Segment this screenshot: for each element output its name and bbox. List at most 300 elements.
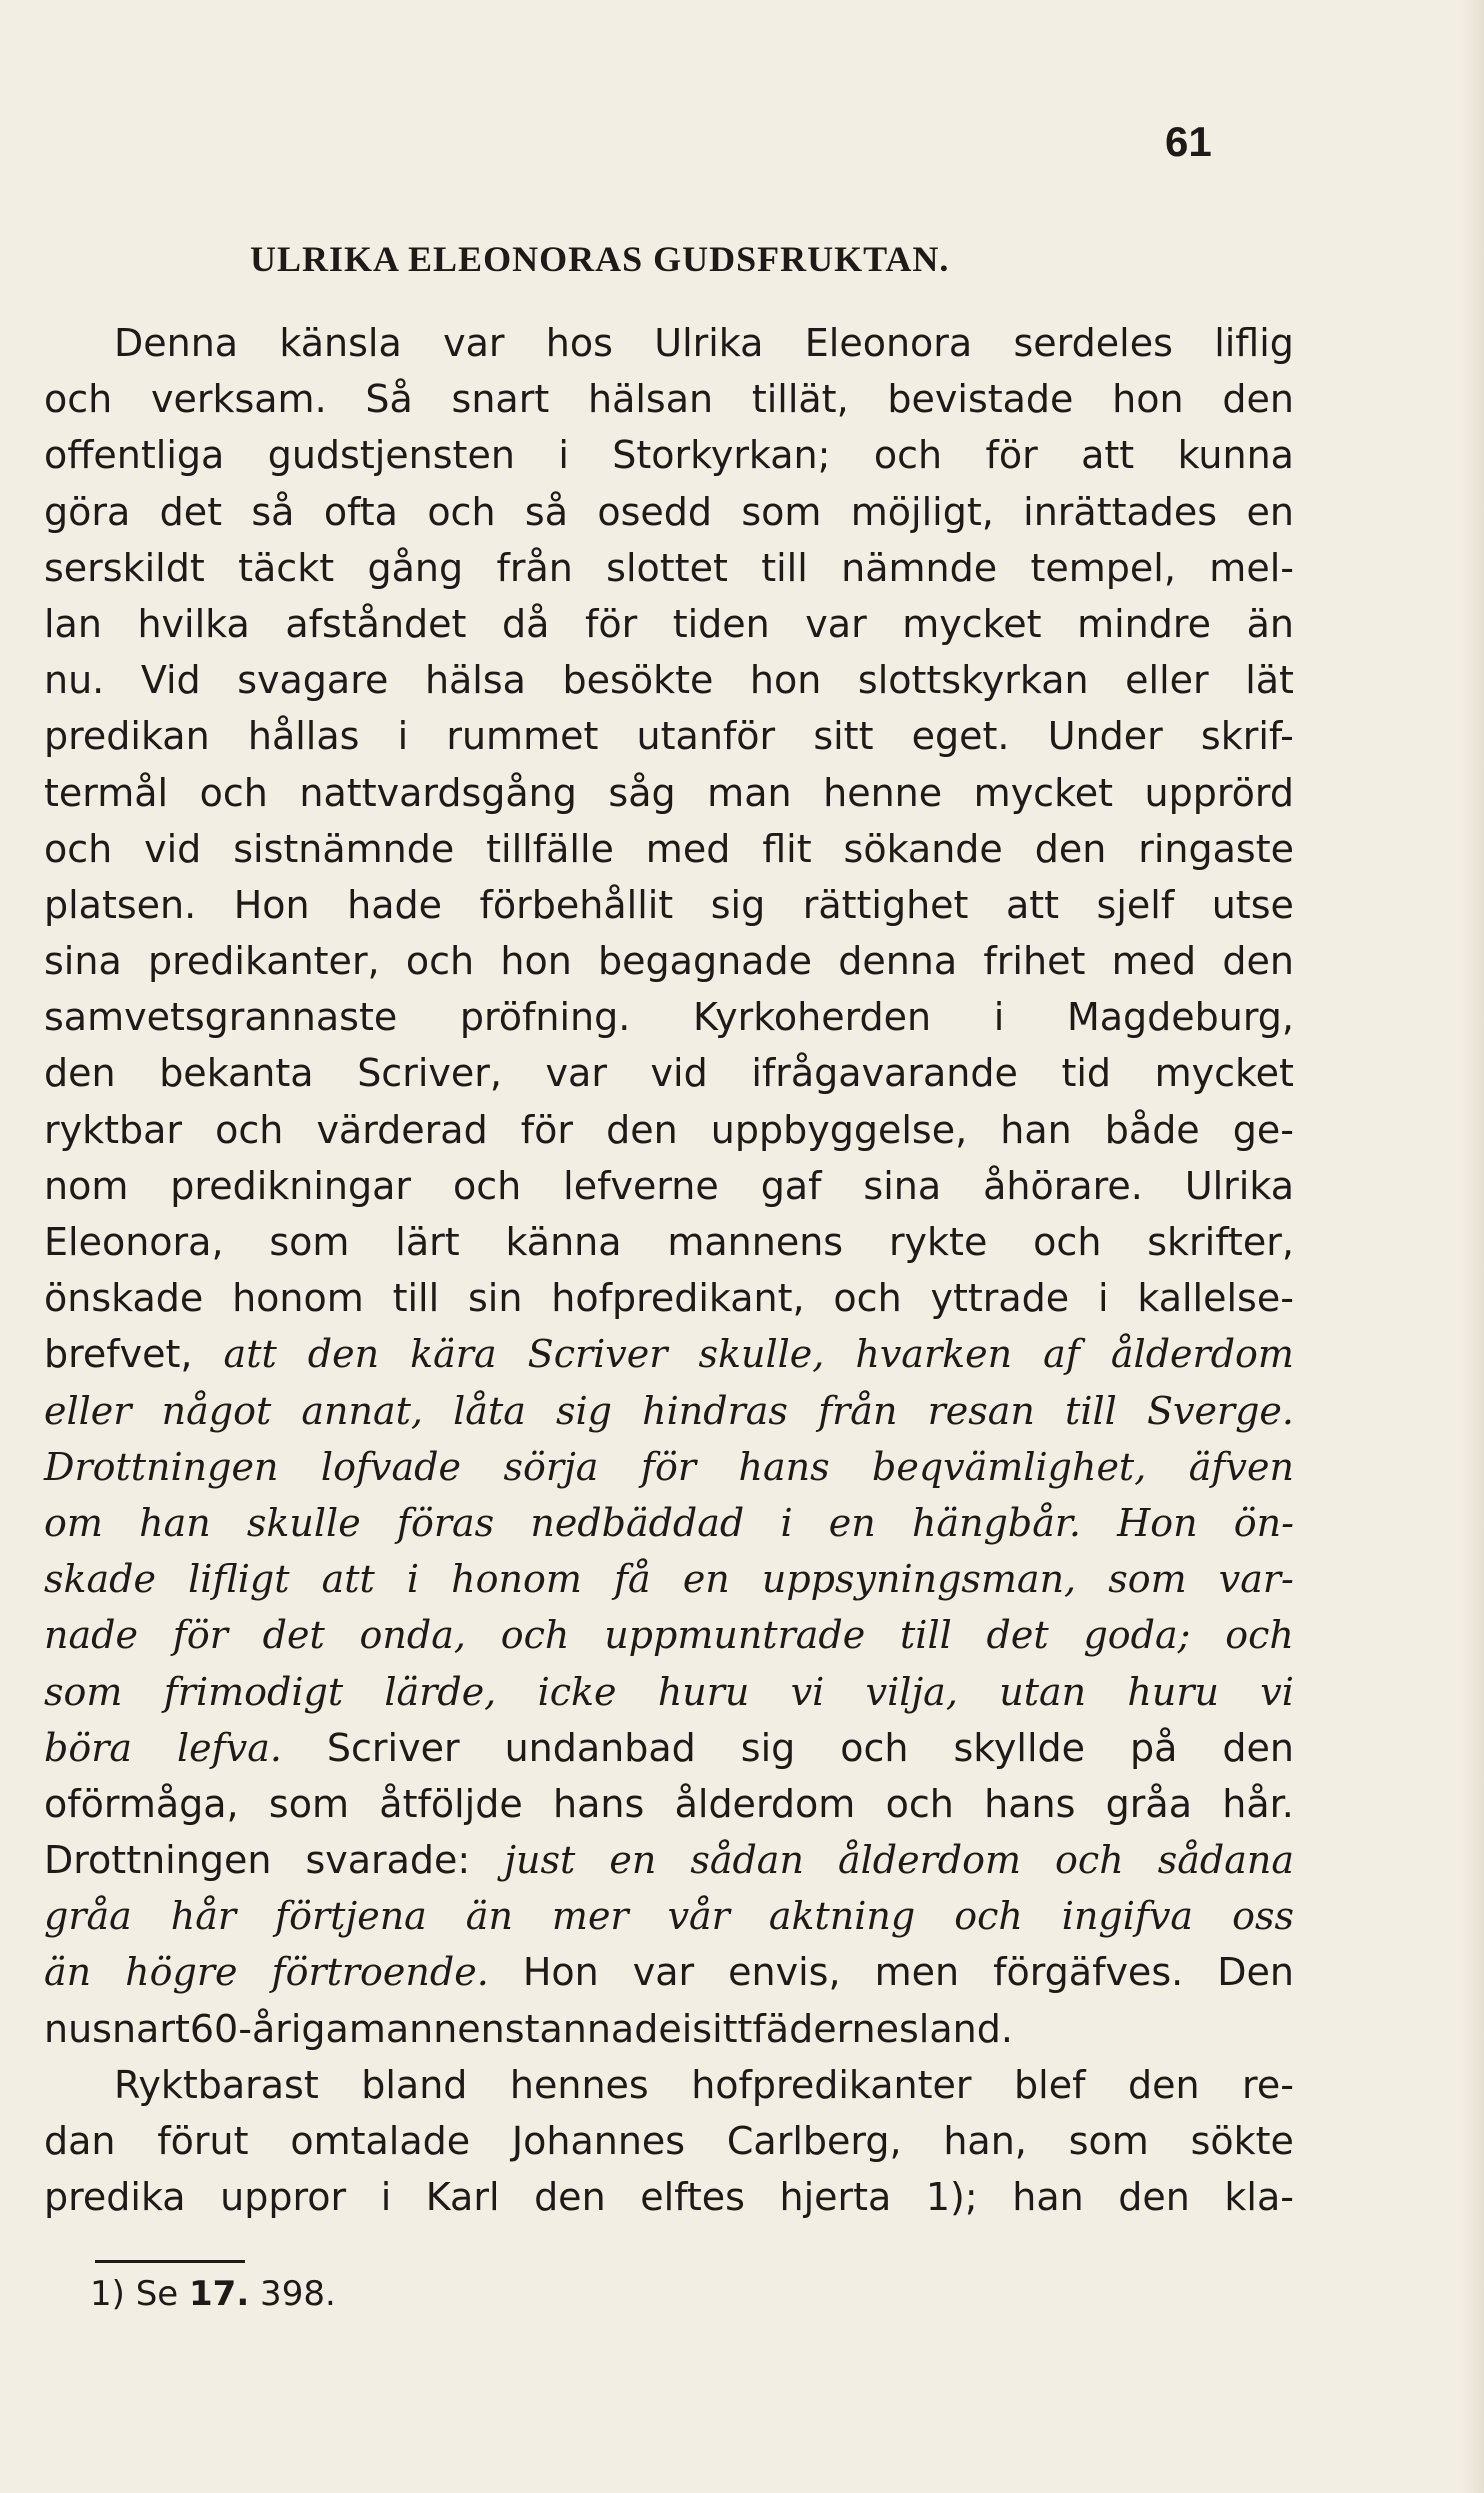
text-line xyxy=(44,371,1294,427)
word: hofpredikanter xyxy=(691,2062,972,2107)
footnote-marker: 1) Se xyxy=(90,2274,190,2314)
italic-word: högre xyxy=(125,1950,238,1995)
word: predika xyxy=(44,2175,186,2220)
word: henne xyxy=(823,770,943,815)
word: nämnde xyxy=(841,545,998,590)
italic-word: just xyxy=(504,1838,576,1883)
word: sig xyxy=(710,882,766,927)
italic-word: oss xyxy=(1232,1894,1294,1939)
word: skrif- xyxy=(1200,714,1294,759)
italic-word: i xyxy=(406,1557,420,1602)
text-line xyxy=(44,1664,1294,1720)
word: kunna xyxy=(1177,433,1294,478)
italic-word: nedbäddad xyxy=(530,1500,745,1545)
word: slottskyrkan xyxy=(857,658,1089,703)
text-line xyxy=(44,1158,1294,1214)
word: svarade: xyxy=(305,1838,471,1883)
word: tillät, xyxy=(751,377,849,422)
word: den xyxy=(534,2175,606,2220)
word: göra xyxy=(44,489,131,534)
word: värderad xyxy=(316,1107,488,1152)
word: i xyxy=(380,2175,392,2220)
word: omtalade xyxy=(290,2119,471,2163)
word: dan xyxy=(44,2119,116,2163)
italic-word: få xyxy=(613,1557,651,1602)
text-line xyxy=(44,1045,1294,1101)
text-line xyxy=(44,315,1294,371)
word: Storkyrkan; xyxy=(612,433,831,478)
word: var xyxy=(443,321,505,365)
page-number: 61 xyxy=(1165,118,1212,165)
word: då xyxy=(501,601,550,646)
word: slottet xyxy=(606,545,728,590)
word: Johannes xyxy=(511,2119,686,2163)
italic-word: det xyxy=(262,1613,325,1658)
word: samvetsgrannaste xyxy=(44,995,398,1040)
word: sin xyxy=(467,1276,523,1321)
word: och xyxy=(885,1781,954,1826)
word: för xyxy=(584,601,638,646)
word: och xyxy=(427,489,496,534)
italic-word: som xyxy=(44,1669,123,1714)
word: den xyxy=(44,1051,116,1096)
word: rättighet xyxy=(802,882,969,927)
text-line xyxy=(44,2057,1294,2113)
italic-word: vilja, xyxy=(865,1669,958,1714)
footnote-volume-ref: 17. xyxy=(189,2274,250,2314)
word: Scriver xyxy=(326,1725,460,1770)
text-line xyxy=(44,989,1294,1045)
word: Eleonora, xyxy=(44,1220,224,1264)
italic-word: sådan xyxy=(690,1838,804,1883)
italic-word: och xyxy=(500,1613,570,1658)
word: till xyxy=(392,1276,440,1321)
text-line xyxy=(44,933,1294,989)
word: Eleonora xyxy=(804,321,973,365)
word: nattvardsgång xyxy=(299,770,577,815)
word: sjelf xyxy=(1096,882,1175,927)
word: hans xyxy=(984,1781,1076,1826)
text-line xyxy=(44,1102,1294,1158)
word: den xyxy=(1222,377,1294,422)
word: sina xyxy=(863,1163,942,1208)
word: att xyxy=(1081,433,1135,478)
italic-word: lärde, xyxy=(384,1669,497,1714)
word: Vid xyxy=(140,658,201,703)
italic-word: huru xyxy=(657,1669,750,1714)
text-line xyxy=(44,427,1294,483)
word: serskildt xyxy=(44,545,205,590)
italic-word: Drottningen xyxy=(44,1444,279,1489)
italic-word: som xyxy=(1108,1557,1187,1602)
word: liflig xyxy=(1214,321,1294,365)
word: han xyxy=(1000,1107,1072,1152)
word: predikanter, xyxy=(147,939,380,984)
footnote-rule xyxy=(95,2260,245,2263)
word: snart xyxy=(451,377,550,422)
word: nu xyxy=(44,2006,93,2051)
word: Scriver, xyxy=(357,1051,502,1096)
word: sökte xyxy=(1190,2119,1294,2163)
word: gråa xyxy=(1105,1781,1192,1826)
word: skrifter, xyxy=(1147,1220,1294,1264)
word: som xyxy=(1068,2119,1149,2163)
word: Den xyxy=(1217,1950,1294,1995)
word: frihet xyxy=(983,939,1086,984)
word: ringaste xyxy=(1138,826,1294,871)
word: lan xyxy=(44,601,102,646)
word: afståndet xyxy=(285,601,467,646)
word: tillfälle xyxy=(486,826,614,871)
italic-word: ålderdom xyxy=(1110,1332,1294,1377)
word: Hon xyxy=(522,1950,599,1995)
italic-word: skulle xyxy=(246,1500,361,1545)
text-line xyxy=(44,1720,1294,1776)
italic-word: Sverge. xyxy=(1146,1388,1294,1433)
word: från xyxy=(496,545,573,590)
word: nom xyxy=(44,1163,129,1208)
word: skyllde xyxy=(953,1725,1086,1770)
word: förut xyxy=(157,2119,249,2163)
word: termål xyxy=(44,770,169,815)
italic-word: huru xyxy=(1127,1669,1219,1714)
word: mycket xyxy=(1154,1051,1294,1096)
word: i xyxy=(1097,1276,1109,1321)
text-line xyxy=(44,1888,1294,1944)
text-line xyxy=(44,1326,1294,1382)
italic-word: utan xyxy=(999,1669,1087,1714)
text-line xyxy=(44,2169,1294,2225)
text-line xyxy=(44,1439,1294,1495)
word: rummet xyxy=(446,714,599,759)
italic-word: låta xyxy=(453,1388,526,1433)
word: blef xyxy=(1014,2062,1086,2107)
italic-word: att xyxy=(321,1557,375,1602)
italic-word: att xyxy=(223,1332,277,1377)
word: som xyxy=(268,1781,349,1826)
word: predikningar xyxy=(170,1163,412,1208)
italic-word: vi xyxy=(790,1669,825,1714)
word: Hon xyxy=(233,882,310,927)
word: i xyxy=(681,2006,693,2051)
italic-word: det xyxy=(986,1613,1049,1658)
italic-word: resan xyxy=(927,1388,1035,1433)
italic-word: än xyxy=(44,1950,92,1995)
word: predikan xyxy=(44,714,210,759)
word: åtföljde xyxy=(379,1781,523,1826)
word: hans xyxy=(553,1781,645,1826)
word: gång xyxy=(367,545,464,590)
word: tiden xyxy=(672,601,770,646)
word: så xyxy=(251,489,295,534)
word: och xyxy=(833,1276,902,1321)
text-line xyxy=(44,1944,1294,2000)
italic-word: vi xyxy=(1260,1669,1294,1714)
word: i xyxy=(558,433,569,478)
word: den xyxy=(606,1107,678,1152)
italic-word: aktning xyxy=(768,1894,916,1939)
word: åhörare. xyxy=(983,1163,1143,1208)
word: 60-åriga xyxy=(189,2006,349,2051)
word: stannade xyxy=(504,2006,682,2051)
word: hår. xyxy=(1222,1781,1294,1826)
italic-word: ingifva xyxy=(1061,1894,1194,1939)
word: lät xyxy=(1245,658,1294,703)
word: platsen. xyxy=(44,882,197,927)
word: förbehållit xyxy=(479,882,674,927)
italic-word: Hon xyxy=(1117,1500,1198,1545)
word: känna xyxy=(505,1220,622,1264)
italic-word: en xyxy=(682,1557,730,1602)
text-line xyxy=(44,765,1294,821)
word: i xyxy=(993,995,1005,1040)
italic-word: ålderdom xyxy=(837,1838,1022,1883)
word: Magdeburg, xyxy=(1066,995,1294,1040)
word: upprörd xyxy=(1144,770,1294,815)
italic-word: föras xyxy=(396,1500,495,1545)
word: Denna xyxy=(114,321,239,365)
word: var xyxy=(545,1051,607,1096)
word: hofpredikant, xyxy=(551,1276,805,1321)
word: var xyxy=(632,1950,695,1995)
word: serdeles xyxy=(1013,321,1173,365)
word: och xyxy=(1033,1220,1102,1264)
italic-word: från xyxy=(818,1388,898,1433)
word: känsla xyxy=(279,321,402,365)
word: en xyxy=(1246,489,1294,534)
word: var xyxy=(805,601,867,646)
word: möjligt, xyxy=(850,489,994,534)
word: gaf xyxy=(760,1163,822,1208)
word: hållas xyxy=(247,714,360,759)
word: Ulrika xyxy=(654,321,764,365)
word: så xyxy=(524,489,568,534)
italic-word: och xyxy=(954,1894,1023,1939)
text-line xyxy=(44,484,1294,540)
italic-word: hindras xyxy=(642,1388,788,1433)
italic-word: sådana xyxy=(1157,1838,1294,1883)
word: Så xyxy=(365,377,413,422)
word: mannen xyxy=(348,2006,505,2051)
text-line xyxy=(44,1214,1294,1270)
word: för xyxy=(520,1107,574,1152)
italic-word: han xyxy=(139,1500,211,1545)
italic-word: än xyxy=(465,1894,513,1939)
italic-word: en xyxy=(828,1500,876,1545)
word: snart xyxy=(92,2006,190,2051)
word: han, xyxy=(943,2119,1027,2163)
word: vid xyxy=(650,1051,708,1096)
word: eget. xyxy=(911,714,1010,759)
word: hon xyxy=(749,658,822,703)
word: hos xyxy=(545,321,613,365)
italic-word: uppmuntrade xyxy=(604,1613,866,1658)
word: svagare xyxy=(237,658,389,703)
italic-word: om xyxy=(44,1500,103,1545)
word: mannens xyxy=(667,1220,844,1264)
text-line xyxy=(44,2001,1294,2057)
text-line xyxy=(44,2113,1294,2169)
word: hvilka xyxy=(137,601,250,646)
word: ifrågavarande xyxy=(751,1051,1018,1096)
word: besökte xyxy=(562,658,714,703)
word: och xyxy=(452,1163,522,1208)
word: begagnade xyxy=(598,939,812,984)
word: mycket xyxy=(973,770,1113,815)
italic-word: i xyxy=(780,1500,793,1545)
word: och xyxy=(215,1107,284,1152)
word: 1); xyxy=(925,2175,978,2220)
text-line xyxy=(44,877,1294,933)
word: och xyxy=(199,770,268,815)
word: och xyxy=(44,826,113,871)
word: och xyxy=(44,377,113,422)
word: lärt xyxy=(395,1220,460,1264)
word: bland xyxy=(361,2062,468,2107)
word: mindre xyxy=(1077,601,1212,646)
italic-word: frimodigt xyxy=(163,1669,344,1714)
word: undanbad xyxy=(504,1725,696,1770)
italic-word: uppsyningsman, xyxy=(761,1557,1077,1602)
word: eller xyxy=(1125,658,1209,703)
italic-word: mer xyxy=(551,1894,629,1939)
word: uppbyggelse, xyxy=(710,1107,968,1152)
text-line xyxy=(44,708,1294,764)
word: vid xyxy=(144,826,202,871)
word: Carlberg, xyxy=(726,2119,902,2163)
italic-word: nade xyxy=(44,1613,138,1658)
word: såg xyxy=(608,770,676,815)
word: gudstjensten xyxy=(267,433,515,478)
body-text xyxy=(44,315,1294,2225)
word: i xyxy=(397,714,409,759)
text-line xyxy=(44,540,1294,596)
word: denna xyxy=(838,939,958,984)
text-line xyxy=(44,821,1294,877)
word: tempel, xyxy=(1030,545,1176,590)
word: hon xyxy=(1112,377,1184,422)
word: hon xyxy=(500,939,572,984)
word: honom xyxy=(232,1276,364,1321)
italic-word: ön- xyxy=(1233,1500,1294,1545)
italic-word: hängbår. xyxy=(911,1500,1081,1545)
italic-word: hvarken xyxy=(855,1332,1013,1377)
word: den xyxy=(1127,2062,1200,2107)
word: och xyxy=(840,1725,909,1770)
word: inrättades xyxy=(1023,489,1218,534)
italic-word: något xyxy=(161,1388,272,1433)
italic-word: lefva. xyxy=(177,1725,282,1770)
word: men xyxy=(874,1950,960,1995)
italic-word: till xyxy=(900,1613,952,1658)
word: lefverne xyxy=(563,1163,719,1208)
word: bevistade xyxy=(887,377,1074,422)
word: verksam. xyxy=(150,377,327,422)
word: och xyxy=(873,433,943,478)
word: Kyrkoherden xyxy=(692,995,932,1040)
word: med xyxy=(1111,939,1197,984)
word: på xyxy=(1130,1725,1178,1770)
text-line xyxy=(44,1607,1294,1663)
text-line xyxy=(44,1383,1294,1439)
italic-word: honom xyxy=(451,1557,582,1602)
italic-word: skulle, xyxy=(698,1332,825,1377)
text-line xyxy=(44,1270,1294,1326)
word: hade xyxy=(347,882,443,927)
word: man xyxy=(707,770,792,815)
word: och xyxy=(405,939,475,984)
word: hjerta xyxy=(779,2175,892,2220)
word: tid xyxy=(1061,1051,1112,1096)
word: ryktbar xyxy=(44,1107,183,1152)
word: Ulrika xyxy=(1184,1163,1294,1208)
word: att xyxy=(1005,882,1060,927)
italic-word: sörja xyxy=(503,1444,599,1489)
text-line xyxy=(44,1551,1294,1607)
word: utse xyxy=(1211,882,1294,927)
italic-word: annat, xyxy=(301,1388,423,1433)
word: kallelse- xyxy=(1137,1276,1294,1321)
word: med xyxy=(645,826,731,871)
word: rykte xyxy=(888,1220,988,1264)
word: ge- xyxy=(1232,1107,1294,1152)
word: utanför xyxy=(636,714,776,759)
italic-word: för xyxy=(172,1613,228,1658)
word: mycket xyxy=(902,601,1042,646)
italic-word: sig xyxy=(556,1388,613,1433)
word: sina xyxy=(44,939,122,984)
word: han xyxy=(1012,2175,1084,2220)
italic-word: lofvade xyxy=(320,1444,461,1489)
footnote xyxy=(90,2268,336,2320)
word: oförmåga, xyxy=(44,1781,239,1826)
italic-word: och xyxy=(1055,1838,1124,1883)
italic-word: hår xyxy=(170,1894,237,1939)
word: pröfning. xyxy=(459,995,631,1040)
text-line xyxy=(44,1776,1294,1832)
italic-word: goda; xyxy=(1083,1613,1191,1658)
word: täckt xyxy=(238,545,335,590)
word: envis, xyxy=(728,1950,841,1995)
word: sig xyxy=(740,1725,796,1770)
word: offentliga xyxy=(44,433,225,478)
word: som xyxy=(741,489,822,534)
italic-word: för xyxy=(640,1444,696,1489)
italic-word: kära xyxy=(410,1332,497,1377)
word: Under xyxy=(1047,714,1163,759)
word: Karl xyxy=(425,2175,500,2220)
word: hälsan xyxy=(587,377,714,422)
text-line xyxy=(44,652,1294,708)
word: bekanta xyxy=(159,1051,314,1096)
italic-word: icke xyxy=(537,1669,617,1714)
word: förgäfves. xyxy=(993,1950,1184,1995)
word: mel- xyxy=(1209,545,1294,590)
italic-word: äfven xyxy=(1188,1444,1294,1489)
italic-word: var- xyxy=(1218,1557,1294,1602)
italic-word: förtjena xyxy=(275,1894,427,1939)
word: den xyxy=(1034,826,1107,871)
word: osedd xyxy=(597,489,712,534)
footnote-page: 398. xyxy=(249,2274,336,2314)
word: sistnämnde xyxy=(233,826,455,871)
word: den xyxy=(1222,1725,1294,1770)
chapter-heading: ULRIKA ELEONORAS GUDSFRUKTAN. xyxy=(250,239,950,279)
italic-word: böra xyxy=(44,1725,133,1770)
word: ålderdom xyxy=(674,1781,856,1826)
italic-word: och xyxy=(1225,1613,1294,1658)
word: elftes xyxy=(640,2175,745,2220)
